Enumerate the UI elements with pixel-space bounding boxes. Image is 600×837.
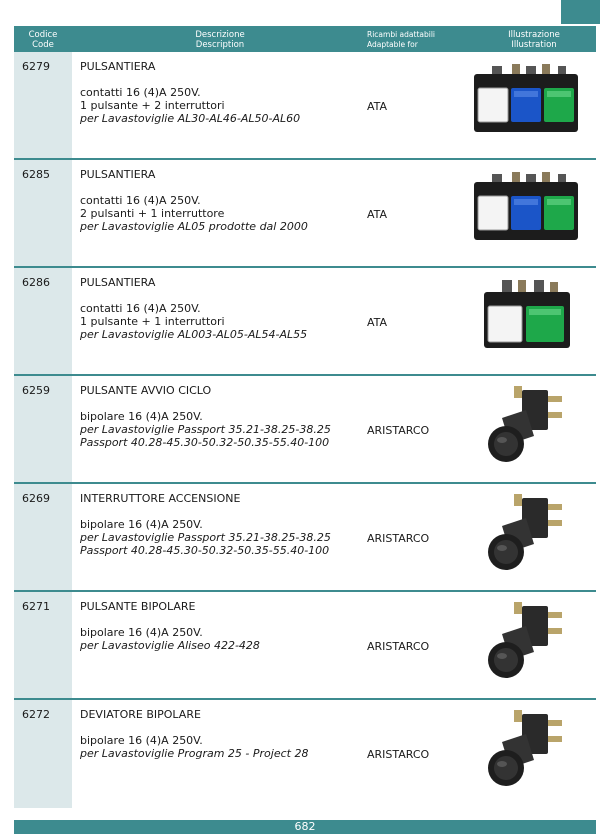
product-description: PULSANTIERA contatti 16 (4)A 250V. 1 pulsante + 1 interruttori per Lavastoviglie AL003-AL05-AL54-AL55 <box>80 276 370 341</box>
product-row <box>14 484 596 592</box>
product-description: PULSANTE AVVIO CICLO bipolare 16 (4)A 250V. per Lavastoviglie Passport 35.21-38.25-38.25 Passport 40.28-45.30-50.32-50.35-55.40-100 <box>80 384 370 449</box>
product-row <box>14 376 596 484</box>
bipolar-button-icon <box>454 380 588 478</box>
product-table <box>14 52 596 808</box>
product-title: DEVIATORE BIPOLARE <box>80 708 201 721</box>
product-code: 6286 <box>22 276 50 289</box>
product-code: 6279 <box>22 60 50 73</box>
product-title: PULSANTIERA <box>80 60 156 73</box>
adaptable-brand: ATA <box>367 316 388 329</box>
product-description: PULSANTIERA contatti 16 (4)A 250V. 2 pulsanti + 1 interruttore per Lavastoviglie AL05 prodotte dal 2000 <box>80 168 370 233</box>
product-title: PULSANTIERA <box>80 168 156 181</box>
product-code: 6272 <box>22 708 50 721</box>
product-row <box>14 700 596 808</box>
product-title: INTERRUTTORE ACCENSIONE <box>80 492 241 505</box>
adaptable-brand: ARISTARCO <box>367 640 430 653</box>
product-title: PULSANTIERA <box>80 276 156 289</box>
table-header <box>14 26 596 52</box>
product-code: 6285 <box>22 168 50 181</box>
push-button-panel-icon <box>454 56 588 154</box>
push-button-panel-icon <box>454 164 588 262</box>
adaptable-brand: ARISTARCO <box>367 748 430 761</box>
product-row <box>14 592 596 700</box>
page-number: 682 <box>294 820 316 833</box>
header-illustration: Illustrazione Illustration <box>508 30 560 50</box>
product-description: PULSANTE BIPOLARE bipolare 16 (4)A 250V. per Lavastoviglie Aliseo 422-428 <box>80 600 370 652</box>
header-description: Descrizione Description <box>195 30 245 50</box>
product-code: 6259 <box>22 384 50 397</box>
product-row <box>14 268 596 376</box>
adaptable-brand: ARISTARCO <box>367 424 430 437</box>
product-code: 6269 <box>22 492 50 505</box>
bipolar-button-icon <box>454 488 588 586</box>
header-adaptable: Ricambi adattabili Adaptable for <box>367 30 435 49</box>
adaptable-brand: ATA <box>367 100 388 113</box>
product-description: PULSANTIERA contatti 16 (4)A 250V. 1 pulsante + 2 interruttori per Lavastoviglie AL30-AL46-AL50-AL60 <box>80 60 370 125</box>
push-button-panel-icon <box>454 272 588 370</box>
product-description: INTERRUTTORE ACCENSIONE bipolare 16 (4)A 250V. per Lavastoviglie Passport 35.21-38.25-38.25 Passport 40.28-45.30-50.32-50.35-55.40-100 <box>80 492 370 557</box>
header-code: Codice Code <box>28 30 58 50</box>
bipolar-button-icon <box>454 704 588 802</box>
product-description: DEVIATORE BIPOLARE bipolare 16 (4)A 250V. per Lavastoviglie Program 25 - Project 28 <box>80 708 370 760</box>
product-row <box>14 160 596 268</box>
bipolar-button-icon <box>454 596 588 694</box>
adaptable-brand: ATA <box>367 208 388 221</box>
product-code: 6271 <box>22 600 50 613</box>
page-footer <box>14 820 596 834</box>
product-title: PULSANTE BIPOLARE <box>80 600 196 613</box>
corner-tab <box>561 0 600 24</box>
product-row <box>14 52 596 160</box>
adaptable-brand: ARISTARCO <box>367 532 430 545</box>
product-title: PULSANTE AVVIO CICLO <box>80 384 212 397</box>
